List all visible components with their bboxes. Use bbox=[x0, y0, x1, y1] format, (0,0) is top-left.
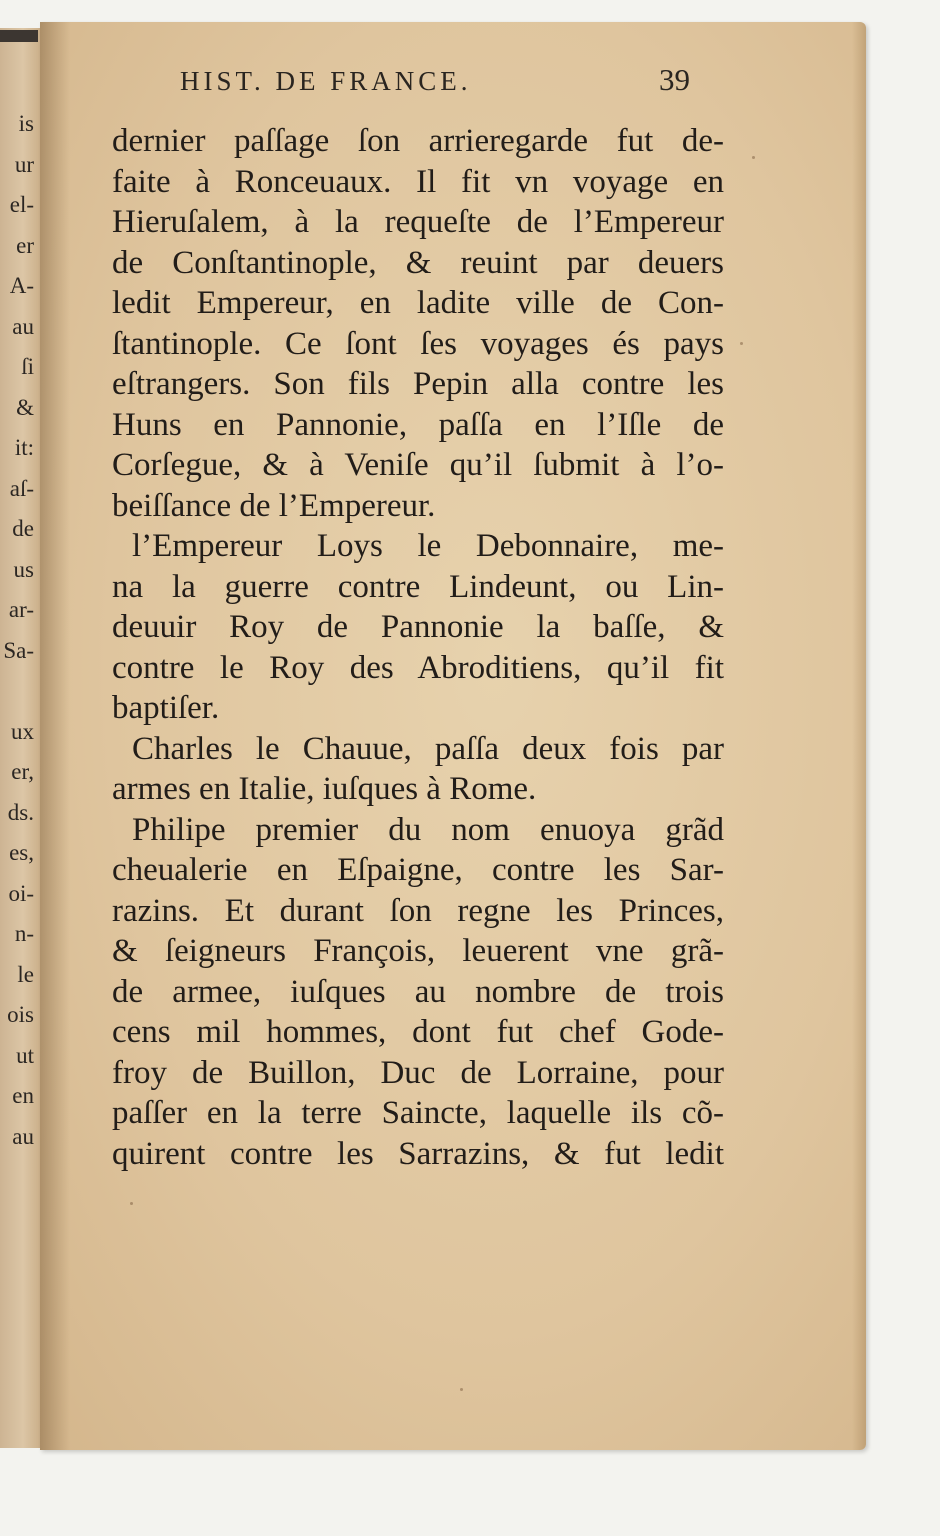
page-number: 39 bbox=[659, 62, 690, 97]
book-page bbox=[40, 22, 866, 1450]
text-line: na la guerre contre Lindeunt, ou Lin- bbox=[112, 568, 724, 605]
text-line: Corſegue, & à Veniſe qu’il ſubmit à l’o- bbox=[112, 447, 724, 483]
margin-fragment: Sa- bbox=[3, 637, 34, 663]
text-line: baptiſer. bbox=[112, 690, 220, 726]
margin-fragment: ar- bbox=[8, 597, 34, 622]
margin-fragment: au bbox=[12, 1123, 34, 1149]
paper-speck bbox=[460, 1388, 463, 1391]
margin-fragment: er, bbox=[11, 759, 34, 784]
margin-fragment: oi- bbox=[8, 880, 34, 906]
text-line: faite à Ronceuaux. Il fit vn voyage en bbox=[112, 163, 724, 200]
text-line: Charles le Chauue, paſſa deux fois par bbox=[132, 730, 724, 767]
margin-fragment: de bbox=[12, 516, 34, 541]
text-line: eſtrangers. Son fils Pepin alla contre les bbox=[112, 366, 724, 402]
text-line: froy de Buillon, Duc de Lorraine, pour bbox=[112, 1054, 724, 1091]
gutter-shadow bbox=[40, 22, 70, 1450]
text-line: razins. Et durant ſon regne les Princes, bbox=[112, 892, 724, 929]
margin-fragment: aſ- bbox=[9, 475, 34, 501]
margin-fragment: A- bbox=[9, 273, 34, 298]
page-fore-edge bbox=[852, 22, 866, 1450]
text-line: Huns en Pannonie, paſſa en l’Iſle de bbox=[112, 406, 724, 443]
margin-fragment: us bbox=[13, 556, 34, 582]
margin-fragment: en bbox=[12, 1083, 34, 1108]
running-title: HIST. DE FRANCE. bbox=[180, 66, 472, 96]
text-line: deuuir Roy de Pannonie la baſſe, & bbox=[112, 609, 724, 645]
margin-fragment: au bbox=[12, 313, 34, 339]
text-line: ſtantinople. Ce ſont ſes voyages és pays bbox=[112, 325, 724, 362]
page-header bbox=[180, 60, 690, 106]
text-line: ledit Empereur, en ladite ville de Con- bbox=[112, 285, 724, 321]
margin-fragment: ut bbox=[16, 1042, 34, 1068]
margin-fragment: er bbox=[16, 232, 34, 258]
text-line: contre le Roy des Abroditiens, qu’il fit bbox=[112, 649, 724, 686]
text-line: & ſeigneurs François, leuerent vne grã- bbox=[112, 933, 724, 969]
text-line: l’Empereur Loys le Debonnaire, me- bbox=[132, 528, 724, 564]
text-line: cens mil hommes, dont fut chef Gode- bbox=[112, 1014, 724, 1050]
paper-speck bbox=[752, 156, 755, 159]
text-line: paſſer en la terre Saincte, laquelle ils cõ- bbox=[112, 1095, 724, 1131]
margin-fragment: ois bbox=[7, 1002, 34, 1027]
text-line: Philipe premier du nom enuoya grãd bbox=[132, 811, 724, 848]
text-line: quirent contre les Sarrazins, & fut ledit bbox=[112, 1135, 724, 1172]
paper-speck bbox=[130, 1202, 133, 1205]
text-line: beiſſance de l’Empereur. bbox=[112, 487, 436, 524]
margin-fragment: le bbox=[17, 961, 34, 987]
text-line: dernier paſſage ſon arrieregarde fut de- bbox=[112, 123, 724, 159]
facing-page-margin-fragments bbox=[0, 104, 38, 1157]
margin-fragment: ſi bbox=[21, 354, 34, 379]
margin-fragment: it: bbox=[14, 435, 34, 460]
margin-fragment: ux bbox=[11, 718, 34, 744]
body-text bbox=[112, 121, 724, 1174]
text-line: de armee, iuſques au nombre de trois bbox=[112, 973, 724, 1010]
text-line: Hieruſalem, à la requeſte de l’Empereur bbox=[112, 204, 724, 240]
margin-fragment: n- bbox=[14, 921, 34, 946]
margin-fragment: ds. bbox=[7, 799, 34, 825]
margin-fragment: el- bbox=[9, 192, 34, 217]
binding-shadow bbox=[0, 30, 38, 42]
paper-speck bbox=[740, 342, 743, 345]
text-line: de Conſtantinople, & reuint par deuers bbox=[112, 244, 724, 281]
text-line: armes en Italie, iuſques à Rome. bbox=[112, 771, 537, 807]
text-line: cheualerie en Eſpaigne, contre les Sar- bbox=[112, 852, 724, 888]
margin-fragment bbox=[0, 671, 38, 712]
margin-fragment: es, bbox=[9, 840, 34, 865]
margin-fragment: ur bbox=[14, 151, 34, 177]
margin-fragment: is bbox=[18, 111, 34, 136]
margin-fragment: & bbox=[16, 394, 34, 420]
